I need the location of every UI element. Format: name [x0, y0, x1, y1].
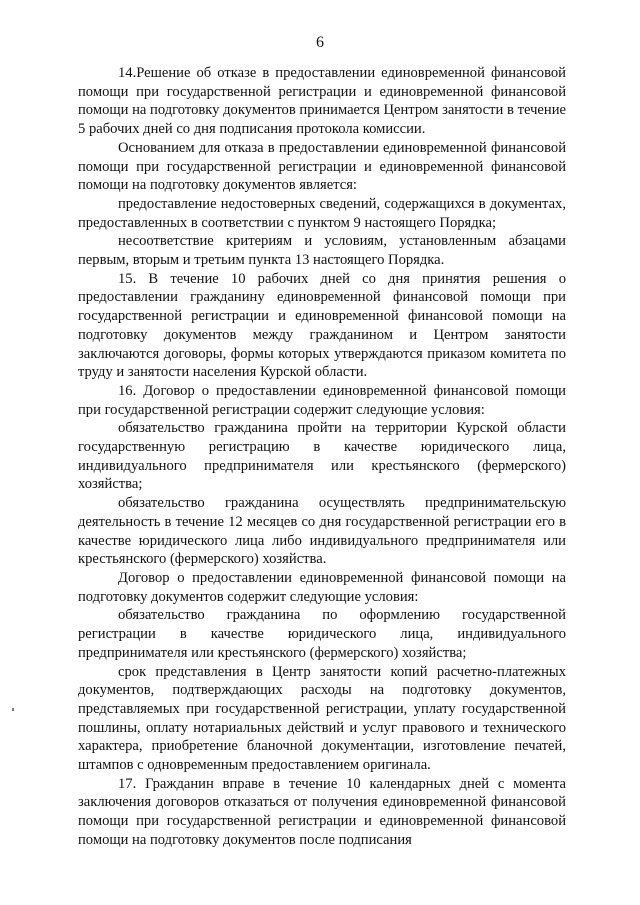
paragraph-documents-contract: Договор о предоставлении единовременной финансовой помощи на подготовку документов содержит следующие условия: [78, 569, 566, 605]
paragraph-registration-obligation: обязательство гражданина пройти на территории Курской области государственную регистрацию в качестве юридического лица, индивидуального предпринимателя или крестьянского (фермерского) хозяйства; [78, 420, 566, 493]
scan-speck [12, 708, 14, 711]
paragraph-payment-documents-deadline: срок представления в Центр занятости копий расчетно-платежных документов, подтверждающих расходы на подготовку документов, представляемых при государственной регистрации, уплату государственной пошлины, оплату нотариальных действий и услуг правового и технического характера, приобретение бланочной документации, изготовление печатей, штампов с одновременным предоставлением оригинала. [78, 663, 566, 774]
paragraph-refusal-grounds: Основанием для отказа в предоставлении единовременной финансовой помощи при государственной регистрации и единовременной финансовой помощи на подготовку документов является: [78, 139, 566, 194]
paragraph-business-obligation: обязательство гражданина осуществлять предпринимательскую деятельность в течение 12 месяцев со дня государственной регистрации его в качестве юридического лица либо индивидуального предпринимателя или крестьянского (фермерского) хозяйства. [78, 495, 566, 568]
paragraph-registration-formalization: обязательство гражданина по оформлению государственной регистрации в качестве юридического лица, индивидуального предпринимателя или крестьянского (фермерского) хозяйства; [78, 607, 566, 661]
paragraph-14-decision: 14.Решение об отказе в предоставлении единовременной финансовой помощи при государственной регистрации и единовременной финансовой помощи на подготовку документов принимается Центром занятости в течение 5 рабочих дней со дня подписания протокола комиссии. [78, 65, 566, 138]
paragraph-false-info: предоставление недостоверных сведений, содержащихся в документах, предоставленных в соответствии с пунктом 9 настоящего Порядка; [78, 195, 566, 231]
paragraph-criteria-mismatch: несоответствие критериям и условиям, установленным абзацами первым, вторым и третьим пункта 13 настоящего Порядка. [78, 233, 566, 269]
paragraph-16-registration-contract: 16. Договор о предоставлении единовременной финансовой помощи при государственной регистрации содержит следующие условия: [78, 382, 566, 418]
paragraph-17-refusal-right: 17. Гражданин вправе в течение 10 календарных дней с момента заключения договоров отказаться от получения единовременной финансовой помощи при государственной регистрации и единовременной финансовой помощи на подготовку документов после подписания [78, 775, 566, 848]
document-body [78, 64, 566, 850]
paragraph-15-contracts: 15. В течение 10 рабочих дней со дня принятия решения о предоставлении гражданину единовременной финансовой помощи при государственной регистрации и единовременной финансовой помощи на подготовку документов между гражданином и Центром занятости заключаются договоры, формы которых утверждаются приказом комитета по труду и занятости населения Курской области. [78, 270, 566, 381]
page-number: 6 [316, 34, 324, 51]
